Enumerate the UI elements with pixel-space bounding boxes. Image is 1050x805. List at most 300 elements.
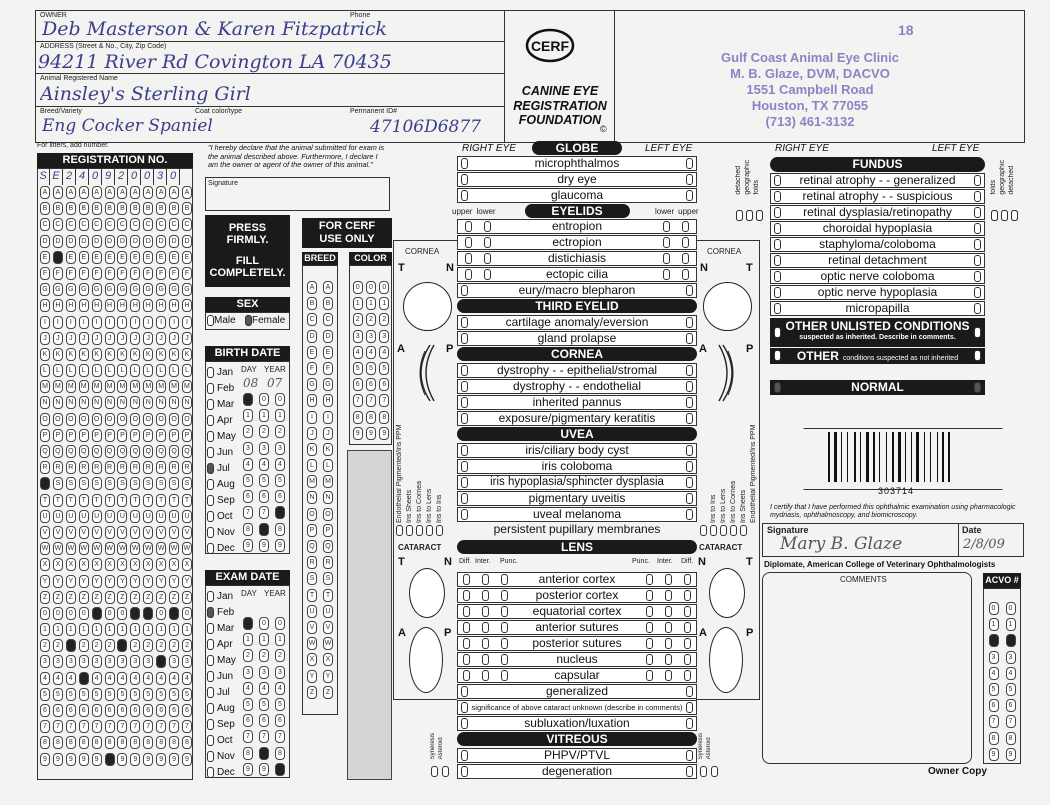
lens-row[interactable] xyxy=(457,572,697,587)
registration-bubble[interactable]: U xyxy=(130,510,140,523)
lens-row-right-checkbox[interactable] xyxy=(463,606,470,617)
birth-date-bubble[interactable]: 3 xyxy=(243,442,253,455)
registration-bubble[interactable]: H xyxy=(66,299,76,312)
registration-bubble[interactable]: H xyxy=(92,299,102,312)
registration-bubble[interactable]: J xyxy=(169,332,179,345)
registration-bubble[interactable]: F xyxy=(130,267,140,280)
birth-date-bubble[interactable]: 5 xyxy=(259,474,269,487)
cerf-breed-bubble[interactable]: S xyxy=(307,572,317,585)
registration-bubble[interactable]: Q xyxy=(105,445,115,458)
registration-bubble[interactable]: D xyxy=(53,235,63,248)
registration-bubble[interactable]: C xyxy=(156,218,166,231)
eyelid-row[interactable] xyxy=(457,251,697,266)
registration-bubble[interactable]: K xyxy=(105,348,115,361)
registration-bubble[interactable]: E xyxy=(105,251,115,264)
registration-bubble[interactable]: 7 xyxy=(79,720,89,733)
registration-bubble[interactable]: Q xyxy=(53,445,63,458)
registration-bubble[interactable]: 3 xyxy=(105,655,115,668)
registration-bubble[interactable]: 9 xyxy=(169,753,179,766)
birth-date-bubble[interactable]: 8 xyxy=(275,523,285,536)
registration-bubble[interactable]: Z xyxy=(156,591,166,604)
fundus-left-checkbox[interactable] xyxy=(974,255,981,266)
lens-row-left-checkbox[interactable] xyxy=(665,622,672,633)
registration-bubble[interactable]: Y xyxy=(105,575,115,588)
cerf-breed-bubble[interactable]: E xyxy=(307,346,317,359)
exam-date-bubble[interactable]: 1 xyxy=(259,633,269,646)
exam-month-checkbox[interactable] xyxy=(207,735,214,746)
registration-bubble[interactable]: G xyxy=(53,283,63,296)
registration-bubble[interactable]: 4 xyxy=(40,672,50,685)
registration-bubble[interactable]: R xyxy=(40,461,50,474)
birth-date-bubble[interactable]: 5 xyxy=(275,474,285,487)
acvo-bubble[interactable]: 2 xyxy=(989,634,999,647)
registration-bubble[interactable]: E xyxy=(53,251,63,264)
birth-month-jul[interactable] xyxy=(207,463,230,474)
registration-bubble[interactable]: C xyxy=(53,218,63,231)
registration-bubble[interactable]: D xyxy=(105,235,115,248)
uvea-row-left-checkbox[interactable] xyxy=(686,477,693,488)
fundus-row[interactable] xyxy=(770,237,985,252)
exam-date-bubble[interactable]: 0 xyxy=(275,617,285,630)
exam-month-feb[interactable] xyxy=(207,607,234,618)
registration-bubble[interactable]: D xyxy=(79,235,89,248)
registration-bubble[interactable]: B xyxy=(143,202,153,215)
registration-entered-cell[interactable]: 0 xyxy=(141,168,154,185)
registration-bubble[interactable]: 3 xyxy=(156,655,166,668)
registration-bubble[interactable]: 6 xyxy=(40,704,50,717)
uvea-row-right-checkbox[interactable] xyxy=(461,461,468,472)
lens-row[interactable] xyxy=(457,604,697,619)
registration-entered-cell[interactable]: 9 xyxy=(102,168,115,185)
birth-date-bubble[interactable]: 8 xyxy=(259,523,269,536)
lens-row-left-checkbox[interactable] xyxy=(665,590,672,601)
lens-row-right-checkbox[interactable] xyxy=(501,590,508,601)
registration-bubble[interactable]: M xyxy=(66,380,76,393)
registration-bubble[interactable]: I xyxy=(40,316,50,329)
registration-bubble[interactable]: K xyxy=(40,348,50,361)
registration-bubble[interactable]: A xyxy=(182,186,192,199)
exam-month-sep[interactable] xyxy=(207,719,235,730)
registration-bubble[interactable]: H xyxy=(182,299,192,312)
lens-row-right-checkbox[interactable] xyxy=(461,686,468,697)
cerf-breed-bubble[interactable]: N xyxy=(307,491,317,504)
birth-month-checkbox[interactable] xyxy=(207,367,214,378)
exam-date-bubble[interactable]: 2 xyxy=(243,649,253,662)
male-checkbox[interactable] xyxy=(207,315,214,326)
birth-date-bubble[interactable]: 0 xyxy=(259,393,269,406)
registration-bubble[interactable]: Z xyxy=(66,591,76,604)
registration-bubble[interactable]: 3 xyxy=(130,655,140,668)
lens-row-right-checkbox[interactable] xyxy=(463,622,470,633)
registration-bubble[interactable]: N xyxy=(130,396,140,409)
registration-bubble[interactable]: C xyxy=(143,218,153,231)
cerf-color-bubble[interactable]: 3 xyxy=(353,330,363,343)
eyelid-row-left-checkbox[interactable] xyxy=(682,237,689,248)
exam-date-bubble[interactable]: 4 xyxy=(243,682,253,695)
registration-bubble[interactable]: 3 xyxy=(143,655,153,668)
registration-bubble[interactable]: A xyxy=(156,186,166,199)
birth-month-checkbox[interactable] xyxy=(207,383,214,394)
registration-bubble[interactable]: S xyxy=(156,477,166,490)
registration-bubble[interactable]: L xyxy=(156,364,166,377)
registration-bubble[interactable]: B xyxy=(92,202,102,215)
registration-bubble[interactable]: Q xyxy=(143,445,153,458)
registration-bubble[interactable]: A xyxy=(169,186,179,199)
registration-bubble[interactable]: G xyxy=(92,283,102,296)
registration-bubble[interactable]: Z xyxy=(53,591,63,604)
registration-bubble[interactable]: 9 xyxy=(79,753,89,766)
registration-bubble[interactable]: H xyxy=(117,299,127,312)
registration-bubble[interactable]: D xyxy=(66,235,76,248)
lens-row-left-checkbox[interactable] xyxy=(684,574,691,585)
lens-row-left-checkbox[interactable] xyxy=(684,638,691,649)
registration-bubble[interactable]: L xyxy=(182,364,192,377)
registration-bubble[interactable]: 7 xyxy=(156,720,166,733)
registration-bubble[interactable]: 9 xyxy=(117,753,127,766)
fundus-left-checkbox[interactable] xyxy=(974,271,981,282)
registration-bubble[interactable]: R xyxy=(156,461,166,474)
registration-bubble[interactable]: X xyxy=(156,558,166,571)
registration-bubble[interactable]: P xyxy=(53,429,63,442)
cerf-color-bubble[interactable]: 4 xyxy=(366,346,376,359)
registration-bubble[interactable]: V xyxy=(182,526,192,539)
registration-bubble[interactable]: Q xyxy=(66,445,76,458)
registration-bubble[interactable]: Q xyxy=(130,445,140,458)
registration-bubble[interactable]: T xyxy=(182,494,192,507)
registration-bubble[interactable]: 4 xyxy=(182,672,192,685)
registration-bubble[interactable]: V xyxy=(156,526,166,539)
registration-bubble[interactable]: X xyxy=(79,558,89,571)
birth-date-bubble[interactable]: 2 xyxy=(259,425,269,438)
globe-row-left-checkbox[interactable] xyxy=(686,174,693,185)
birth-month-checkbox[interactable] xyxy=(207,527,214,538)
registration-bubble[interactable]: 8 xyxy=(40,736,50,749)
birth-month-sep[interactable] xyxy=(207,495,235,506)
exam-date-bubble[interactable]: 9 xyxy=(275,763,285,776)
cerf-breed-bubble[interactable]: J xyxy=(307,427,317,440)
registration-bubble[interactable]: C xyxy=(66,218,76,231)
registration-bubble[interactable]: 1 xyxy=(156,623,166,636)
cerf-breed-bubble[interactable]: R xyxy=(323,556,333,569)
registration-bubble[interactable]: 6 xyxy=(53,704,63,717)
registration-bubble[interactable]: K xyxy=(182,348,192,361)
registration-bubble[interactable]: M xyxy=(53,380,63,393)
uvea-row-right-checkbox[interactable] xyxy=(461,509,468,520)
cerf-breed-bubble[interactable]: O xyxy=(307,508,317,521)
birth-month-jun[interactable] xyxy=(207,447,233,458)
third-eyelid-row-left-checkbox[interactable] xyxy=(686,317,693,328)
registration-bubble[interactable]: U xyxy=(169,510,179,523)
registration-bubble[interactable]: B xyxy=(182,202,192,215)
birth-date-bubble[interactable]: 4 xyxy=(259,458,269,471)
registration-bubble[interactable]: U xyxy=(182,510,192,523)
registration-bubble[interactable]: G xyxy=(143,283,153,296)
cerf-color-bubble[interactable]: 3 xyxy=(379,330,389,343)
registration-bubble[interactable]: 0 xyxy=(40,607,50,620)
registration-entered-cell[interactable]: 3 xyxy=(154,168,167,185)
fundus-right-checkbox[interactable] xyxy=(774,223,781,234)
registration-bubble[interactable]: J xyxy=(92,332,102,345)
registration-bubble[interactable]: J xyxy=(117,332,127,345)
acvo-bubble[interactable]: 1 xyxy=(1006,618,1016,631)
exam-month-checkbox[interactable] xyxy=(207,639,214,650)
registration-bubble[interactable]: 6 xyxy=(105,704,115,717)
lens-row-right-checkbox[interactable] xyxy=(463,638,470,649)
cerf-color-bubble[interactable]: 0 xyxy=(353,281,363,294)
eyelid-row-left-checkbox[interactable] xyxy=(686,285,693,296)
sex-male-option[interactable] xyxy=(207,315,236,326)
registration-bubble[interactable]: A xyxy=(79,186,89,199)
registration-bubble[interactable]: Y xyxy=(156,575,166,588)
registration-bubble[interactable]: O xyxy=(182,413,192,426)
birth-date-bubble[interactable]: 2 xyxy=(275,425,285,438)
registration-bubble[interactable]: S xyxy=(130,477,140,490)
globe-row[interactable] xyxy=(457,156,697,171)
acvo-bubble[interactable]: 5 xyxy=(1006,683,1016,696)
registration-bubble[interactable]: L xyxy=(130,364,140,377)
registration-bubble[interactable]: S xyxy=(117,477,127,490)
registration-bubble[interactable]: Y xyxy=(117,575,127,588)
uvea-row[interactable] xyxy=(457,507,697,522)
registration-bubble[interactable]: D xyxy=(130,235,140,248)
registration-bubble[interactable]: Y xyxy=(66,575,76,588)
registration-bubble[interactable]: Y xyxy=(130,575,140,588)
registration-bubble[interactable]: 4 xyxy=(66,672,76,685)
registration-bubble[interactable]: E xyxy=(40,251,50,264)
registration-bubble[interactable]: 7 xyxy=(92,720,102,733)
birth-date-bubble[interactable]: 0 xyxy=(243,393,253,406)
left-ppm-checkbox-4[interactable] xyxy=(740,525,747,536)
registration-bubble[interactable]: V xyxy=(53,526,63,539)
registration-bubble[interactable]: Y xyxy=(79,575,89,588)
registration-bubble[interactable]: E xyxy=(143,251,153,264)
cerf-breed-bubble[interactable]: F xyxy=(323,362,333,375)
registration-bubble[interactable]: G xyxy=(79,283,89,296)
right-ppm-checkbox-3[interactable] xyxy=(426,525,433,536)
registration-bubble[interactable]: 8 xyxy=(105,736,115,749)
registration-bubble[interactable]: M xyxy=(92,380,102,393)
registration-bubble[interactable]: Q xyxy=(117,445,127,458)
third-eyelid-row[interactable] xyxy=(457,331,697,346)
registration-bubble[interactable]: I xyxy=(105,316,115,329)
registration-bubble[interactable]: K xyxy=(117,348,127,361)
registration-bubble[interactable]: 8 xyxy=(156,736,166,749)
registration-bubble[interactable]: L xyxy=(117,364,127,377)
vitreous-row-right-checkbox[interactable] xyxy=(461,750,468,761)
lens-row-left-checkbox[interactable] xyxy=(646,670,653,681)
eyelid-row-left-checkbox[interactable] xyxy=(663,221,670,232)
registration-bubble[interactable]: L xyxy=(40,364,50,377)
registration-bubble[interactable]: P xyxy=(169,429,179,442)
registration-bubble[interactable]: 8 xyxy=(66,736,76,749)
acvo-bubble[interactable]: 2 xyxy=(1006,634,1016,647)
registration-bubble[interactable]: 9 xyxy=(105,753,115,766)
registration-bubble[interactable]: A xyxy=(105,186,115,199)
lens-row[interactable] xyxy=(457,684,697,699)
vitreous-row-left-checkbox[interactable] xyxy=(686,750,693,761)
registration-bubble[interactable]: 3 xyxy=(117,655,127,668)
birth-date-bubble[interactable]: 1 xyxy=(243,409,253,422)
registration-bubble[interactable]: Y xyxy=(143,575,153,588)
registration-bubble[interactable]: Z xyxy=(182,591,192,604)
registration-bubble[interactable]: 8 xyxy=(92,736,102,749)
registration-bubble[interactable]: T xyxy=(117,494,127,507)
cerf-breed-bubble[interactable]: V xyxy=(307,621,317,634)
eyelid-row-left-checkbox[interactable] xyxy=(682,253,689,264)
registration-bubble[interactable]: N xyxy=(182,396,192,409)
registration-bubble[interactable]: K xyxy=(66,348,76,361)
lens-row-right-checkbox[interactable] xyxy=(482,638,489,649)
registration-bubble[interactable]: 4 xyxy=(143,672,153,685)
registration-bubble[interactable]: 8 xyxy=(117,736,127,749)
registration-bubble[interactable]: H xyxy=(169,299,179,312)
permanent-id-value[interactable]: 47106D6877 xyxy=(370,117,481,137)
registration-bubble[interactable]: 2 xyxy=(66,639,76,652)
exam-month-aug[interactable] xyxy=(207,703,235,714)
registration-bubble[interactable]: E xyxy=(117,251,127,264)
registration-bubble[interactable]: 6 xyxy=(79,704,89,717)
birth-year-value[interactable]: 07 xyxy=(267,376,283,390)
birth-date-bubble[interactable]: 9 xyxy=(275,539,285,552)
birth-month-checkbox[interactable] xyxy=(207,463,214,474)
acvo-bubble[interactable]: 7 xyxy=(989,715,999,728)
cerf-breed-bubble[interactable]: M xyxy=(307,475,317,488)
exam-month-checkbox[interactable] xyxy=(207,655,214,666)
registration-bubble[interactable]: 5 xyxy=(40,688,50,701)
animal-name-value[interactable]: Ainsley's Sterling Girl xyxy=(40,83,251,105)
fundus-row[interactable] xyxy=(770,253,985,268)
registration-bubble[interactable]: J xyxy=(156,332,166,345)
lens-row-right-checkbox[interactable] xyxy=(463,590,470,601)
registration-bubble[interactable]: 3 xyxy=(79,655,89,668)
exam-month-may[interactable] xyxy=(207,655,236,666)
registration-bubble[interactable]: 1 xyxy=(143,623,153,636)
registration-bubble[interactable]: 3 xyxy=(182,655,192,668)
registration-bubble[interactable]: C xyxy=(169,218,179,231)
registration-bubble[interactable]: J xyxy=(40,332,50,345)
registration-bubble[interactable]: T xyxy=(53,494,63,507)
registration-bubble[interactable]: H xyxy=(40,299,50,312)
registration-bubble[interactable]: 0 xyxy=(66,607,76,620)
registration-bubble[interactable]: 5 xyxy=(92,688,102,701)
registration-bubble[interactable]: 1 xyxy=(182,623,192,636)
left-ppm-checkbox-0[interactable] xyxy=(700,525,707,536)
registration-bubble[interactable]: B xyxy=(40,202,50,215)
exam-month-checkbox[interactable] xyxy=(207,623,214,634)
registration-bubble[interactable]: P xyxy=(130,429,140,442)
lens-row-left-checkbox[interactable] xyxy=(686,686,693,697)
registration-bubble[interactable]: C xyxy=(105,218,115,231)
lens-row-left-checkbox[interactable] xyxy=(684,622,691,633)
cerf-breed-bubble[interactable]: Y xyxy=(307,670,317,683)
registration-bubble[interactable]: 0 xyxy=(117,607,127,620)
registration-bubble[interactable]: J xyxy=(53,332,63,345)
registration-bubble[interactable]: S xyxy=(169,477,179,490)
registration-bubble[interactable]: Q xyxy=(182,445,192,458)
registration-bubble[interactable]: I xyxy=(79,316,89,329)
fundus-right-checkbox[interactable] xyxy=(774,287,781,298)
registration-bubble[interactable]: L xyxy=(92,364,102,377)
registration-bubble[interactable]: 3 xyxy=(66,655,76,668)
registration-bubble[interactable]: 2 xyxy=(143,639,153,652)
globe-row[interactable] xyxy=(457,172,697,187)
registration-bubble[interactable]: A xyxy=(40,186,50,199)
registration-bubble[interactable]: T xyxy=(130,494,140,507)
registration-bubble[interactable]: Z xyxy=(40,591,50,604)
registration-bubble[interactable]: C xyxy=(117,218,127,231)
registration-bubble[interactable]: 4 xyxy=(130,672,140,685)
exam-month-checkbox[interactable] xyxy=(207,607,214,618)
registration-bubble[interactable]: W xyxy=(182,542,192,555)
fundus-row[interactable] xyxy=(770,269,985,284)
registration-bubble[interactable]: M xyxy=(40,380,50,393)
birth-date-bubble[interactable]: 4 xyxy=(243,458,253,471)
registration-bubble[interactable]: W xyxy=(143,542,153,555)
registration-bubble[interactable]: 3 xyxy=(169,655,179,668)
acvo-bubble[interactable]: 0 xyxy=(989,602,999,615)
cerf-breed-bubble[interactable]: I xyxy=(307,411,317,424)
registration-bubble[interactable]: F xyxy=(79,267,89,280)
birth-month-dec[interactable] xyxy=(207,543,235,554)
registration-bubble[interactable]: R xyxy=(143,461,153,474)
registration-bubble[interactable]: F xyxy=(143,267,153,280)
registration-bubble[interactable]: U xyxy=(143,510,153,523)
registration-bubble[interactable]: O xyxy=(79,413,89,426)
registration-bubble[interactable]: 6 xyxy=(66,704,76,717)
right-ppm-checkbox-2[interactable] xyxy=(416,525,423,536)
examiner-date-value[interactable]: 2/8/09 xyxy=(963,537,1005,552)
fundus-left-checkbox[interactable] xyxy=(974,207,981,218)
registration-bubble[interactable]: 7 xyxy=(143,720,153,733)
registration-bubble[interactable]: 7 xyxy=(66,720,76,733)
cerf-breed-bubble[interactable]: K xyxy=(307,443,317,456)
lens-row-left-checkbox[interactable] xyxy=(665,574,672,585)
eyelid-row-right-checkbox[interactable] xyxy=(461,285,468,296)
registration-bubble[interactable]: 6 xyxy=(169,704,179,717)
cerf-breed-bubble[interactable]: W xyxy=(323,637,333,650)
registration-bubble[interactable]: B xyxy=(156,202,166,215)
exam-date-bubble[interactable]: 0 xyxy=(259,617,269,630)
registration-bubble[interactable]: S xyxy=(92,477,102,490)
cerf-breed-bubble[interactable]: U xyxy=(307,605,317,618)
lens-row-right-checkbox[interactable] xyxy=(501,574,508,585)
registration-bubble[interactable]: M xyxy=(130,380,140,393)
registration-bubble[interactable]: F xyxy=(92,267,102,280)
cataract-significance-row[interactable] xyxy=(457,700,697,715)
registration-bubble[interactable]: 2 xyxy=(169,639,179,652)
lens-row-right-checkbox[interactable] xyxy=(501,622,508,633)
cerf-color-bubble[interactable]: 0 xyxy=(366,281,376,294)
registration-bubble[interactable]: I xyxy=(117,316,127,329)
registration-bubble[interactable]: N xyxy=(79,396,89,409)
registration-bubble[interactable]: 6 xyxy=(156,704,166,717)
fundus-left-checkbox[interactable] xyxy=(974,191,981,202)
registration-bubble[interactable]: V xyxy=(143,526,153,539)
cerf-breed-bubble[interactable]: R xyxy=(307,556,317,569)
registration-bubble[interactable]: 0 xyxy=(169,607,179,620)
registration-bubble[interactable]: E xyxy=(156,251,166,264)
registration-bubble[interactable]: D xyxy=(117,235,127,248)
globe-row-left-checkbox[interactable] xyxy=(686,190,693,201)
eyelid-row-left-checkbox[interactable] xyxy=(682,221,689,232)
registration-bubble[interactable]: A xyxy=(53,186,63,199)
registration-bubble[interactable]: I xyxy=(143,316,153,329)
examiner-signature-value[interactable]: Mary B. Glaze xyxy=(780,534,903,554)
registration-bubble[interactable]: X xyxy=(182,558,192,571)
registration-bubble[interactable]: B xyxy=(79,202,89,215)
registration-bubble[interactable]: J xyxy=(105,332,115,345)
registration-bubble[interactable]: L xyxy=(53,364,63,377)
